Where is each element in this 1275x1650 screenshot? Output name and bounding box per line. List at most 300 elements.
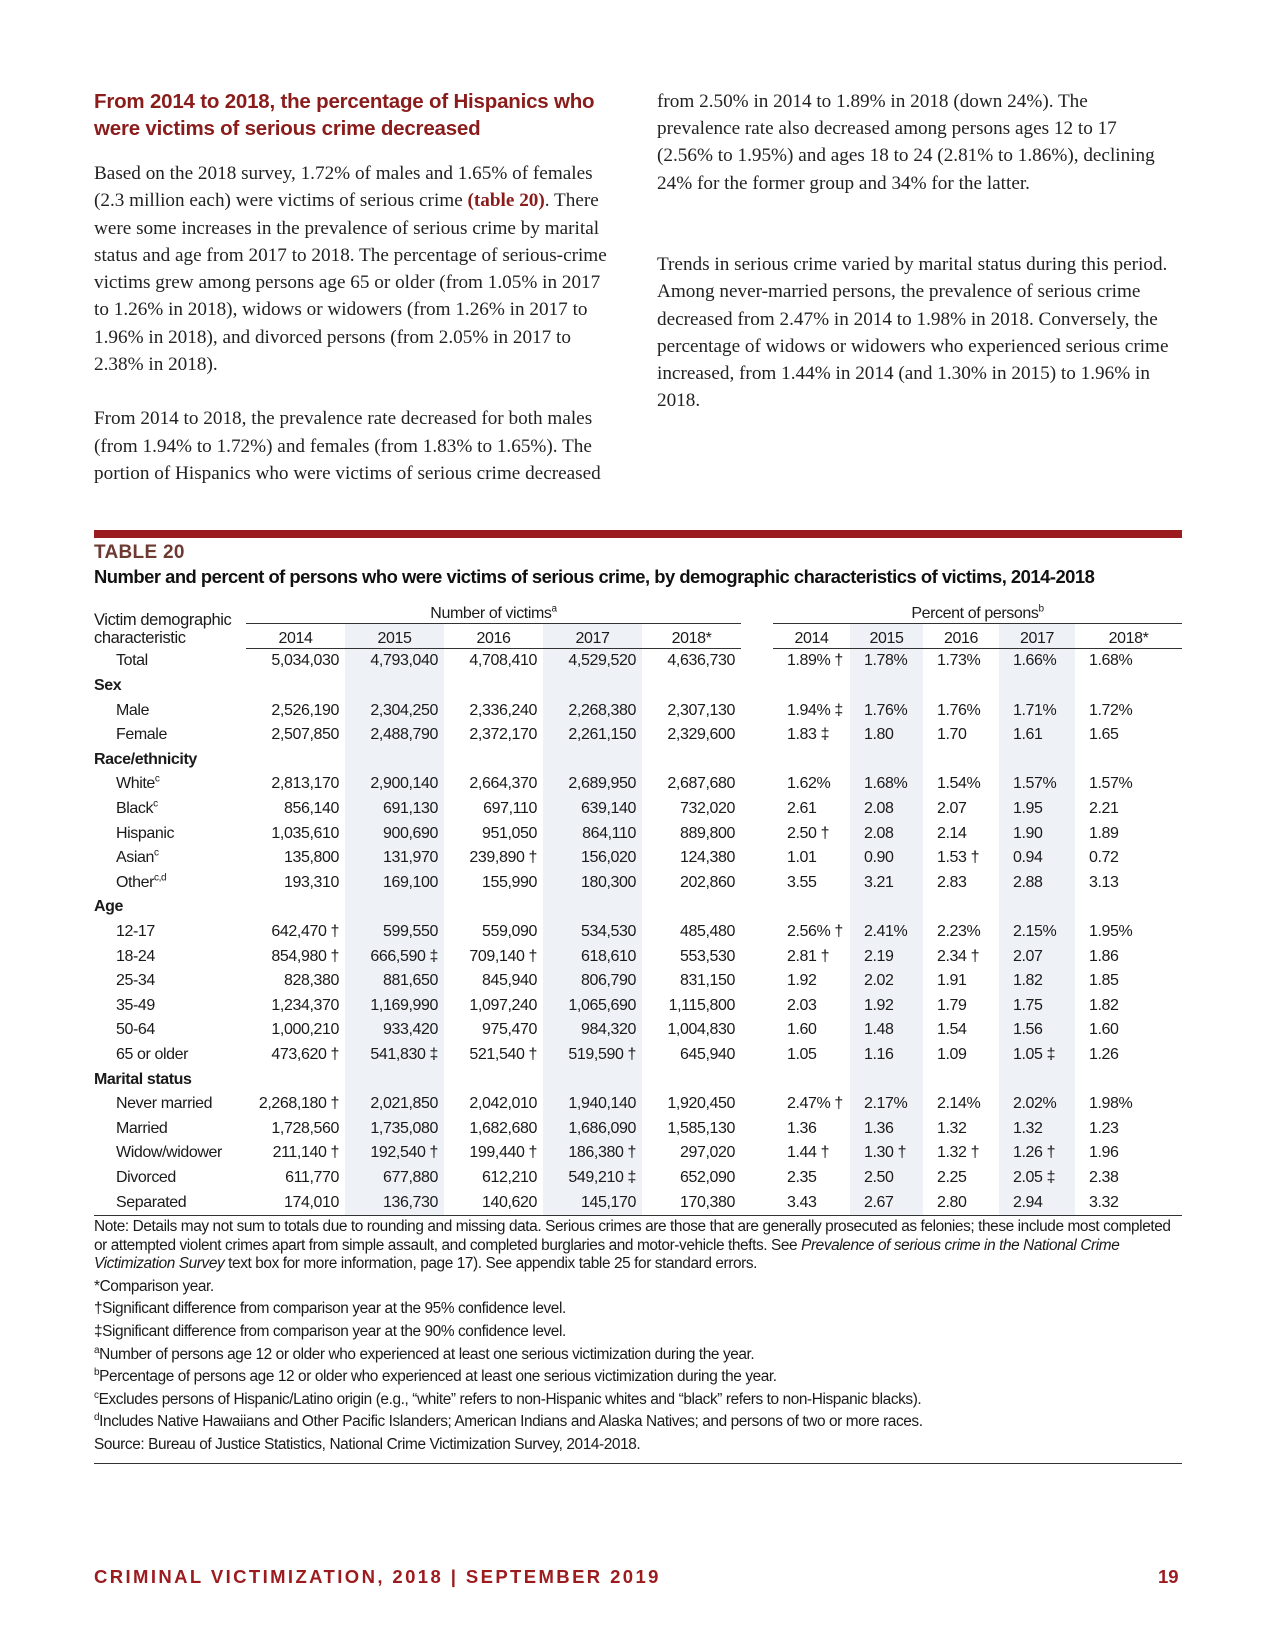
spacer xyxy=(741,1092,773,1117)
percent-cell: 2.03 xyxy=(787,996,817,1014)
victim-count-cell: 645,940 xyxy=(679,1045,735,1063)
victim-count-cell: 169,100 xyxy=(345,871,444,896)
row-label xyxy=(94,994,246,1019)
row-label-text: 65 or older xyxy=(116,1045,189,1063)
percent-cell: 2.94 xyxy=(999,1190,1075,1215)
percent-cell: 1.70 xyxy=(937,726,967,744)
footer-publication: CRIMINAL VICTIMIZATION, 2018 | SEPTEMBER 2019 xyxy=(94,1566,661,1587)
spacer xyxy=(741,1166,773,1191)
empty-cell xyxy=(999,674,1075,699)
paragraph-3: Trends in serious crime varied by marital status during this period. Among never-married persons, the prevalence of serious crime decreased from 2.47% in 2014 to 1.98% in 2018. Conversely, the percentage of widows or widowers who experienced serious crime increased, from 1.44% in 2014 (and 1.30% in 2015) to 1.96% in 2018. xyxy=(657,254,1169,412)
percent-cell: 2.50 † xyxy=(787,824,830,842)
victim-count-cell: 975,470 xyxy=(481,1021,537,1039)
percent-cell: 1.53 † xyxy=(937,849,980,867)
victim-count-cell: 1,682,680 xyxy=(469,1119,537,1137)
victim-count-cell: 193,310 xyxy=(283,873,339,891)
row-label xyxy=(94,1190,246,1215)
victim-count-cell: 2,664,370 xyxy=(469,775,537,793)
victim-count-cell: 4,708,410 xyxy=(469,652,537,670)
percent-cell: 1.72% xyxy=(1089,701,1133,719)
paragraph-1-text-b: . There were some increases in the prevalence of serious crime by marital status and age from 2017 to 2018. The percentage of serious-crime victims grew among persons age 65 or older (from 1.05% in 2017 to 1.26% in 2018), widows or widowers (from 1.26% in 2017 to 1.96% in 2018), and divorced persons (from 2.05% in 2017 to 2.38% in 2018). xyxy=(94,190,607,376)
victim-count-cell: 124,380 xyxy=(679,849,735,867)
note-c xyxy=(94,1391,1182,1410)
percent-cell: 1.32 xyxy=(937,1119,967,1137)
percent-cell: 1.32 † xyxy=(937,1144,980,1162)
percent-cell: 2.19 xyxy=(850,944,923,969)
victim-count-cell: 1,115,800 xyxy=(668,996,735,1014)
percent-cell: 2.61 xyxy=(787,800,817,818)
empty-cell xyxy=(923,1067,999,1092)
victim-count-cell: 541,830 ‡ xyxy=(345,1043,444,1068)
row-label xyxy=(94,1141,246,1166)
empty-cell xyxy=(543,895,642,920)
victim-count-cell: 889,800 xyxy=(679,824,735,842)
victim-count-cell: 553,530 xyxy=(679,947,735,965)
victim-count-cell: 2,689,950 xyxy=(543,772,642,797)
table-row xyxy=(94,871,1182,896)
note-double-dagger: ‡Significant difference from comparison year at the 90% confidence level. xyxy=(94,1322,566,1340)
victim-count-cell: 618,610 xyxy=(543,944,642,969)
percent-cell: 2.15% xyxy=(999,920,1075,945)
victim-count-cell: 642,470 † xyxy=(271,923,339,941)
victim-count-cell: 709,140 † xyxy=(469,947,537,965)
table-row xyxy=(94,994,1182,1019)
victim-count-cell: 239,890 † xyxy=(469,849,537,867)
percent-cell: 3.43 xyxy=(773,1190,850,1215)
percent-cell: 2.81 † xyxy=(787,947,830,965)
row-label-text: Female xyxy=(116,726,167,744)
victim-count-cell: 211,140 † xyxy=(272,1144,339,1162)
table-row xyxy=(94,1190,1182,1215)
percent-of-persons-label: Percent of persons xyxy=(911,604,1039,622)
row-label xyxy=(94,772,246,797)
empty-cell xyxy=(444,895,543,920)
empty-cell xyxy=(246,895,345,920)
spacer xyxy=(741,920,773,945)
note-c-text: Excludes persons of Hispanic/Latino origin (e.g., “white” refers to non-Hispanic whites and “black” refers to non-Hispanic blacks). xyxy=(98,1390,922,1408)
paragraph-2-continued: from 2.50% in 2014 to 1.89% in 2018 (down 24%). The prevalence rate also decreased among persons ages 12 to 17 (2.56% to 1.95%) and ages 18 to 24 (2.81% to 1.86%), declining 24% for the former group and 34% for the latter. xyxy=(657,90,1155,194)
victim-count-cell: 1,035,610 xyxy=(271,824,339,842)
note-source: Source: Bureau of Justice Statistics, National Crime Victimization Survey, 2014-2018. xyxy=(94,1435,641,1453)
note-b-sup: b xyxy=(94,1367,100,1379)
table-bottom-rule xyxy=(94,1463,1182,1464)
percent-cell: 2.38 xyxy=(1089,1168,1119,1186)
victim-count-cell: 549,210 ‡ xyxy=(543,1166,642,1191)
victim-count-cell: 2,526,190 xyxy=(271,701,339,719)
victim-count-cell: 136,730 xyxy=(345,1190,444,1215)
spacer xyxy=(741,871,773,896)
row-label xyxy=(94,944,246,969)
victim-count-cell: 2,268,180 † xyxy=(258,1095,339,1113)
note-b xyxy=(94,1368,1182,1387)
percent-cell: 2.41% xyxy=(850,920,923,945)
victim-count-cell: 1,000,210 xyxy=(271,1021,339,1039)
percent-cell: 1.82 xyxy=(1089,996,1119,1014)
percent-cell: 1.61 xyxy=(999,723,1075,748)
section-label: Sex xyxy=(94,677,122,695)
note-dagger: †Significant difference from comparison year at the 95% confidence level. xyxy=(94,1300,566,1318)
victim-count-cell: 1,940,140 xyxy=(543,1092,642,1117)
victim-count-cell: 652,090 xyxy=(679,1168,735,1186)
victim-count-cell: 170,380 xyxy=(642,1190,741,1215)
spacer xyxy=(741,797,773,822)
row-label-text: 25-34 xyxy=(116,972,155,990)
spacer xyxy=(741,598,773,623)
victim-count-cell: 174,010 xyxy=(246,1190,345,1215)
note-text-b: text box for more information, page 17). See appendix table 25 for standard errors. xyxy=(224,1255,758,1273)
row-label-text: 35-49 xyxy=(116,996,155,1014)
victim-count-cell: 2,268,380 xyxy=(543,698,642,723)
row-label xyxy=(94,1092,246,1117)
percent-cell: 1.91 xyxy=(937,972,967,990)
section-label: Age xyxy=(94,898,124,916)
note-a xyxy=(94,1346,1182,1365)
percent-cell: 1.65 xyxy=(1089,726,1119,744)
spacer xyxy=(741,623,773,649)
number-year-header: 2018* xyxy=(642,623,741,649)
spacer xyxy=(741,1190,773,1215)
row-label xyxy=(94,698,246,723)
empty-cell xyxy=(999,895,1075,920)
percent-cell: 1.89 xyxy=(1089,824,1119,842)
victim-count-cell: 2,507,850 xyxy=(271,726,339,744)
victim-count-cell: 900,690 xyxy=(345,821,444,846)
row-label xyxy=(94,797,246,822)
empty-cell xyxy=(345,674,444,699)
percent-cell: 1.26 † xyxy=(999,1141,1075,1166)
percent-cell: 3.55 xyxy=(787,873,817,891)
victim-count-cell: 180,300 xyxy=(543,871,642,896)
spacer xyxy=(741,649,773,674)
number-year-header: 2016 xyxy=(444,623,543,649)
percent-cell: 1.73% xyxy=(937,652,981,670)
percent-year-header: 2018* xyxy=(1075,623,1182,649)
victim-count-cell: 135,800 xyxy=(283,849,339,867)
spacer xyxy=(741,1018,773,1043)
percent-cell: 2.56% † xyxy=(787,923,843,941)
victim-count-cell: 1,735,080 xyxy=(345,1116,444,1141)
victim-count-cell: 5,034,030 xyxy=(271,652,339,670)
victim-count-cell: 2,372,170 xyxy=(469,726,537,744)
spacer xyxy=(741,1116,773,1141)
victim-count-cell: 611,770 xyxy=(285,1168,339,1186)
percent-cell: 0.94 xyxy=(999,846,1075,871)
victim-count-cell: 677,880 xyxy=(345,1166,444,1191)
spacer xyxy=(741,969,773,994)
percent-cell: 1.90 xyxy=(999,821,1075,846)
victim-count-cell: 1,920,450 xyxy=(667,1095,735,1113)
victim-count-cell: 2,021,850 xyxy=(345,1092,444,1117)
percent-cell: 1.82 xyxy=(999,969,1075,994)
percent-cell: 1.36 xyxy=(850,1116,923,1141)
percent-cell: 2.14 xyxy=(937,824,967,842)
note-d-sup: d xyxy=(94,1412,100,1424)
empty-cell xyxy=(850,895,923,920)
percent-cell: 2.88 xyxy=(999,871,1075,896)
row-label-text: 12-17 xyxy=(116,923,155,941)
victim-count-cell: 199,440 † xyxy=(469,1144,537,1162)
percent-cell: 1.09 xyxy=(937,1045,967,1063)
percent-cell: 1.16 xyxy=(850,1043,923,1068)
spacer xyxy=(741,1043,773,1068)
spacer xyxy=(741,698,773,723)
number-year-header: 2014 xyxy=(246,623,345,649)
percent-cell: 2.21 xyxy=(1089,800,1119,818)
victim-count-cell: 192,540 † xyxy=(345,1141,444,1166)
empty-cell xyxy=(1075,748,1182,773)
percent-cell: 1.62% xyxy=(787,775,831,793)
percent-cell: 1.44 † xyxy=(787,1144,830,1162)
victim-count-cell: 2,813,170 xyxy=(271,775,339,793)
victim-count-cell: 1,728,560 xyxy=(271,1119,339,1137)
note-text-italic: Prevalence of serious crime in the National Crime Victimization Survey xyxy=(94,1236,1120,1273)
empty-cell xyxy=(246,748,345,773)
percent-cell: 1.56 xyxy=(999,1018,1075,1043)
spacer xyxy=(741,748,773,773)
victim-count-cell: 1,169,990 xyxy=(345,994,444,1019)
percent-cell: 0.90 xyxy=(850,846,923,871)
note-comparison: *Comparison year. xyxy=(94,1277,214,1295)
number-year-header: 2017 xyxy=(543,623,642,649)
row-label-text: Hispanic xyxy=(116,824,175,842)
empty-cell xyxy=(642,1067,741,1092)
victim-count-cell: 1,004,830 xyxy=(667,1021,735,1039)
victim-count-cell: 202,860 xyxy=(679,873,735,891)
victim-count-cell: 297,020 xyxy=(679,1144,735,1162)
percent-cell: 1.23 xyxy=(1089,1119,1119,1137)
percent-cell: 1.98% xyxy=(1089,1095,1133,1113)
percent-cell: 1.05 ‡ xyxy=(999,1043,1075,1068)
percent-cell: 1.68% xyxy=(1089,652,1133,670)
empty-cell xyxy=(444,748,543,773)
row-label-text: Widow/widower xyxy=(116,1144,222,1162)
percent-cell: 1.26 xyxy=(1089,1045,1119,1063)
number-of-victims-label: Number of victims xyxy=(430,604,552,622)
percent-year-header: 2016 xyxy=(923,623,999,649)
percent-cell: 2.83 xyxy=(937,873,967,891)
victim-count-cell: 612,210 xyxy=(481,1168,537,1186)
percent-cell: 1.89% † xyxy=(787,652,843,670)
percent-cell: 1.66% xyxy=(999,649,1075,674)
empty-cell xyxy=(543,674,642,699)
percent-cell: 1.96 xyxy=(1089,1144,1119,1162)
victim-count-cell: 639,140 xyxy=(543,797,642,822)
table-row xyxy=(94,1166,1182,1191)
victim-count-cell: 1,585,130 xyxy=(667,1119,735,1137)
percent-cell: 1.92 xyxy=(850,994,923,1019)
empty-cell xyxy=(543,748,642,773)
victim-count-cell: 534,530 xyxy=(543,920,642,945)
section-heading: From 2014 to 2018, the percentage of Hispanics who were victims of serious crime decreased xyxy=(94,90,595,140)
victim-count-cell: 1,097,240 xyxy=(469,996,537,1014)
spacer xyxy=(741,944,773,969)
percent-cell: 3.21 xyxy=(850,871,923,896)
victim-count-cell: 951,050 xyxy=(481,824,537,842)
row-label xyxy=(94,821,246,846)
percent-cell: 1.48 xyxy=(850,1018,923,1043)
percent-cell: 2.07 xyxy=(937,800,967,818)
percent-cell: 1.76% xyxy=(850,698,923,723)
victim-count-cell: 1,686,090 xyxy=(543,1116,642,1141)
data-table xyxy=(94,598,1182,1216)
spacer xyxy=(741,994,773,1019)
victim-count-cell: 559,090 xyxy=(481,923,537,941)
percent-cell: 1.36 xyxy=(787,1119,817,1137)
row-label-text: Divorced xyxy=(116,1168,176,1186)
percent-cell: 2.02 xyxy=(850,969,923,994)
row-label xyxy=(94,1018,246,1043)
table-row xyxy=(94,649,1182,674)
section-label: Race/ethnicity xyxy=(94,750,197,768)
table-title: Number and percent of persons who were victims of serious crime, by demographic characteristics of victims, 2014-2018 xyxy=(94,566,1095,587)
percent-cell: 1.76% xyxy=(937,701,981,719)
empty-cell xyxy=(345,748,444,773)
victim-count-cell: 599,550 xyxy=(345,920,444,945)
note-text xyxy=(94,1218,1182,1274)
row-label xyxy=(94,649,246,674)
section-row xyxy=(94,1067,1182,1092)
table-row xyxy=(94,944,1182,969)
percent-cell: 1.92 xyxy=(787,972,817,990)
percent-cell: 0.72 xyxy=(1089,849,1119,867)
percent-cell: 1.05 xyxy=(787,1045,817,1063)
percent-cell: 1.60 xyxy=(787,1021,817,1039)
percent-cell: 2.67 xyxy=(850,1190,923,1215)
percent-cell: 2.47% † xyxy=(787,1095,843,1113)
victim-count-cell: 845,940 xyxy=(481,972,537,990)
victim-count-cell: 1,065,690 xyxy=(543,994,642,1019)
victim-count-cell: 806,790 xyxy=(543,969,642,994)
table-notes xyxy=(94,1218,1182,1459)
table-row xyxy=(94,723,1182,748)
victim-count-cell: 2,336,240 xyxy=(469,701,537,719)
row-label xyxy=(94,969,246,994)
page-number: 19 xyxy=(1158,1566,1179,1587)
paragraph-1 xyxy=(94,160,609,378)
percent-year-header: 2015 xyxy=(850,623,923,649)
victim-count-cell: 155,990 xyxy=(481,873,537,891)
victim-count-cell: 131,970 xyxy=(345,846,444,871)
table-label: TABLE 20 xyxy=(94,542,185,563)
empty-cell xyxy=(999,1067,1075,1092)
victim-count-cell: 156,020 xyxy=(543,846,642,871)
section-label: Marital status xyxy=(94,1070,192,1088)
spacer xyxy=(741,1141,773,1166)
note-c-sup: c xyxy=(94,1389,99,1401)
victim-count-cell: 140,620 xyxy=(444,1190,543,1215)
percent-cell: 2.80 xyxy=(923,1190,999,1215)
row-label-text: Never married xyxy=(116,1095,213,1113)
victim-count-cell: 2,042,010 xyxy=(469,1095,537,1113)
victim-count-cell: 1,234,370 xyxy=(271,996,339,1014)
table-group-header-row xyxy=(94,598,1182,623)
section-row xyxy=(94,895,1182,920)
section-row xyxy=(94,674,1182,699)
percent-cell: 3.13 xyxy=(1089,873,1119,891)
empty-cell xyxy=(345,1067,444,1092)
table-year-header-row xyxy=(94,623,1182,649)
percent-cell: 1.78% xyxy=(850,649,923,674)
victim-count-cell: 186,380 † xyxy=(543,1141,642,1166)
victim-count-cell: 732,020 xyxy=(679,800,735,818)
spacer xyxy=(741,1067,773,1092)
victim-count-cell: 864,110 xyxy=(543,821,642,846)
characteristic-header: Victim demographic characteristic xyxy=(94,610,232,647)
percent-cell: 1.85 xyxy=(1089,972,1119,990)
empty-cell xyxy=(543,1067,642,1092)
row-label xyxy=(94,1116,246,1141)
row-label-text: Separated xyxy=(116,1193,187,1211)
spacer xyxy=(741,674,773,699)
empty-cell xyxy=(773,1067,850,1092)
table-top-rule xyxy=(94,530,1182,538)
empty-cell xyxy=(773,895,850,920)
victim-count-cell: 2,900,140 xyxy=(345,772,444,797)
percent-cell: 1.54 xyxy=(937,1021,967,1039)
row-label xyxy=(94,723,246,748)
note-d xyxy=(94,1413,1182,1432)
percent-cell: 2.34 † xyxy=(937,947,980,965)
table-row xyxy=(94,772,1182,797)
victim-count-cell: 2,488,790 xyxy=(345,723,444,748)
empty-cell xyxy=(345,895,444,920)
victim-count-cell: 933,420 xyxy=(345,1018,444,1043)
percent-cell: 1.68% xyxy=(850,772,923,797)
percent-cell: 1.57% xyxy=(999,772,1075,797)
victim-count-cell: 831,150 xyxy=(679,972,735,990)
note-a-sup: a xyxy=(94,1344,100,1356)
victim-count-cell: 691,130 xyxy=(345,797,444,822)
victim-count-cell: 666,590 ‡ xyxy=(345,944,444,969)
percent-cell: 1.80 xyxy=(850,723,923,748)
spacer xyxy=(741,821,773,846)
note-text-a: Note: Details may not sum to totals due to rounding and missing data. Serious crimes are those that are generally prosecuted as felonies; these include most completed or attempted violent crimes apart from simple assault, and completed burglaries and motor-vehicle thefts. See xyxy=(94,1218,1171,1254)
section-row xyxy=(94,748,1182,773)
number-year-header: 2015 xyxy=(345,623,444,649)
table-container xyxy=(94,598,1182,1216)
left-column xyxy=(94,88,609,514)
note-d-text: Includes Native Hawaiians and Other Pacific Islanders; American Indians and Alaska Natives; and persons of two or more races. xyxy=(99,1413,923,1431)
percent-cell: 3.32 xyxy=(1075,1190,1182,1215)
percent-cell: 1.75 xyxy=(999,994,1075,1019)
spacer xyxy=(741,846,773,871)
right-column xyxy=(657,88,1172,442)
victim-count-cell: 881,650 xyxy=(345,969,444,994)
empty-cell xyxy=(246,1067,345,1092)
victim-count-cell: 854,980 † xyxy=(271,947,339,965)
empty-cell xyxy=(773,674,850,699)
table-row xyxy=(94,969,1182,994)
victim-count-cell: 521,540 † xyxy=(469,1045,537,1063)
percent-cell: 2.50 xyxy=(850,1166,923,1191)
percent-cell: 2.08 xyxy=(850,797,923,822)
percent-cell: 1.83 ‡ xyxy=(787,726,830,744)
victim-count-cell: 4,793,040 xyxy=(345,649,444,674)
row-label-sup: c,d xyxy=(154,872,167,884)
percent-cell: 1.32 xyxy=(999,1116,1075,1141)
percent-cell: 2.07 xyxy=(999,944,1075,969)
percent-cell: 2.08 xyxy=(850,821,923,846)
row-label xyxy=(94,1043,246,1068)
table-row xyxy=(94,1043,1182,1068)
row-label-sup: c xyxy=(153,798,158,810)
empty-cell xyxy=(773,748,850,773)
row-label-sup: c xyxy=(154,847,159,859)
row-label-text: Asian xyxy=(116,849,155,867)
table-row xyxy=(94,1141,1182,1166)
row-label-text: Married xyxy=(116,1119,168,1137)
percent-cell: 2.25 xyxy=(937,1168,967,1186)
